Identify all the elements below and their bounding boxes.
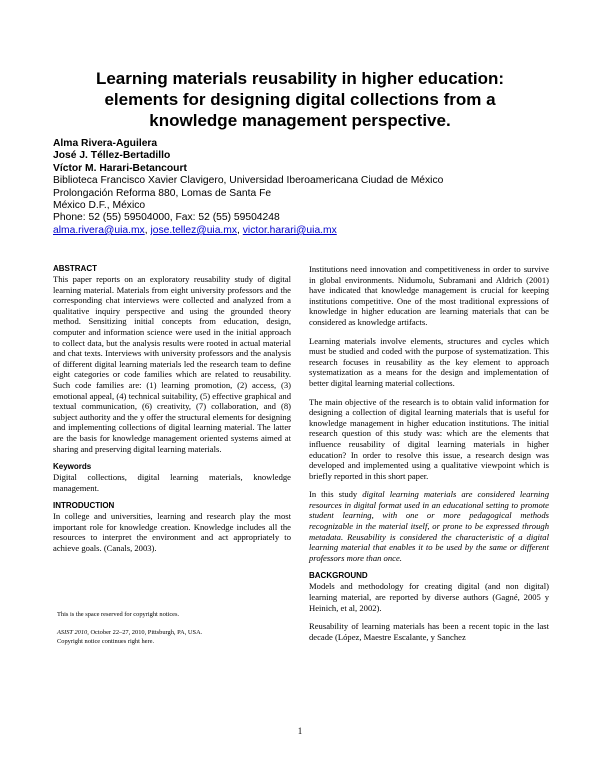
venue-name: ASIST 2010 (57, 629, 88, 636)
abstract-heading: ABSTRACT (53, 264, 97, 273)
paragraph-lead: In this study (309, 489, 363, 500)
title-line-1: Learning materials reusability in higher education: (95, 69, 505, 88)
paragraph: Models and methodology for creating digital (and non digital) learning material, are reported by diverse authors (Gagné, 2005 y Heinich, et al, 2002). (309, 581, 549, 613)
venue-note (57, 629, 287, 646)
keywords-heading: Keywords (53, 462, 92, 472)
author-name: Víctor M. Harari-Betancourt (53, 162, 187, 174)
left-column (53, 264, 291, 562)
phone-fax: Phone: 52 (55) 59504000, Fax: 52 (55) 59504248 (53, 212, 280, 224)
venue-details: , October 22–27, 2010, Pittsburgh, PA, USA. (87, 629, 203, 636)
paragraph: Reusability of learning materials has been a recent topic in the last decade (López, Maestre Escalante, y Sanchez (309, 621, 549, 642)
abstract-text: This paper reports on an exploratory reusability study of digital learning material. Materials from eight university professors and the corresponding chat interviews were collected and analyzed from a qualitative inquiry perspective and using the grounded theory method. Sensitizing initial concepts from education, design, computer and information science were used in the initial approach to collect data, but the analysis results were rooted in actual material and chat texts. Interviews with university professors and the analysis of different digital learning materials led the research team to define eight categories or code families which are related to reusability. Such code families are: (1) learning promotion, (2) access, (3) emotional appeal, (4) technical suitability, (5) effective graphical and textual communication, (6) creativity, (7) collaboration, and (8) subject authority and the y offer the structural elements for designing and implementing collections of digital learning material. The latter are the basis for knowledge management oriented systems aimed at sharing and preserving digital learning materials. (53, 274, 291, 454)
paragraph (309, 489, 549, 563)
title-line-2: elements for designing digital collections from a (104, 90, 496, 109)
paper-title (40, 68, 560, 131)
address-line-2: México D.F., México (53, 200, 146, 212)
keywords-text: Digital collections, digital learning materials, knowledge management. (53, 472, 291, 493)
author-name: José J. Téllez-Bertadillo (53, 150, 171, 162)
email-link[interactable]: alma.rivera@uia.mx (53, 224, 145, 236)
introduction-text: In college and universities, learning and research play the most important role for knowledge creation. Knowledge includes all the resources to interpret the environment and act appropriately to achieve goals. (Canals, 2003). (53, 511, 291, 554)
paragraph: The main objective of the research is to obtain valid information for designing a collection of digital learning materials that is useful for knowledge management in higher education institutions. The initial research question of this study was: which are the elements that influence reusability of digital learning materials in higher education? In order to resolve this issue, a research design was developed and implemented using a qualitative viewpoint which is briefly reported in this short paper. (309, 396, 549, 481)
paragraph: Institutions need innovation and competitiveness in order to survive in global environments. Nidumolu, Subramani and Aldrich (2001) have indicated that knowledge management is crucial for keeping institutions competitive. One of the most traditional expressions of knowledge in higher education are learning materials that can be considered as knowledge artifacts. (309, 264, 549, 327)
email-link[interactable]: jose.tellez@uia.mx (150, 224, 238, 236)
author-block (53, 138, 553, 237)
copyright-space-note: This is the space reserved for copyright notices. (57, 611, 180, 618)
affiliation: Biblioteca Francisco Xavier Clavigero, Universidad Iberoamericana Ciudad de México (53, 175, 444, 187)
paragraph: Learning materials involve elements, structures and cycles which must be studied and coded with the purpose of systematization. This research focuses in reusability as the key element to approach systematization as a means for the design and implementation of better digital learning material collections. (309, 335, 549, 388)
page-number: 1 (297, 726, 303, 736)
title-line-3: knowledge management perspective. (149, 111, 451, 130)
email-separator: , (237, 224, 243, 236)
definition-italic: digital learning materials are considered learning resources in digital format used in an educational setting to promote student learning, with one or more pedagogical methods recognizable in the material itself, or prone to be expressed through metadata. Reusability is considered the characteristic of a digital learning material that enables it to be used by the same or different professors more than once. (309, 489, 549, 563)
right-column (309, 264, 549, 650)
author-name: Alma Rivera-Aguilera (53, 138, 158, 149)
introduction-heading: INTRODUCTION (53, 501, 115, 511)
email-separator: , (144, 224, 151, 236)
copyright-continues: Copyright notice continues right here. (57, 637, 155, 645)
email-line (53, 225, 553, 237)
address-line-1: Prolongación Reforma 880, Lomas de Santa Fe (53, 187, 272, 199)
background-heading: BACKGROUND (309, 571, 368, 581)
email-link[interactable]: victor.harari@uia.mx (242, 224, 337, 236)
